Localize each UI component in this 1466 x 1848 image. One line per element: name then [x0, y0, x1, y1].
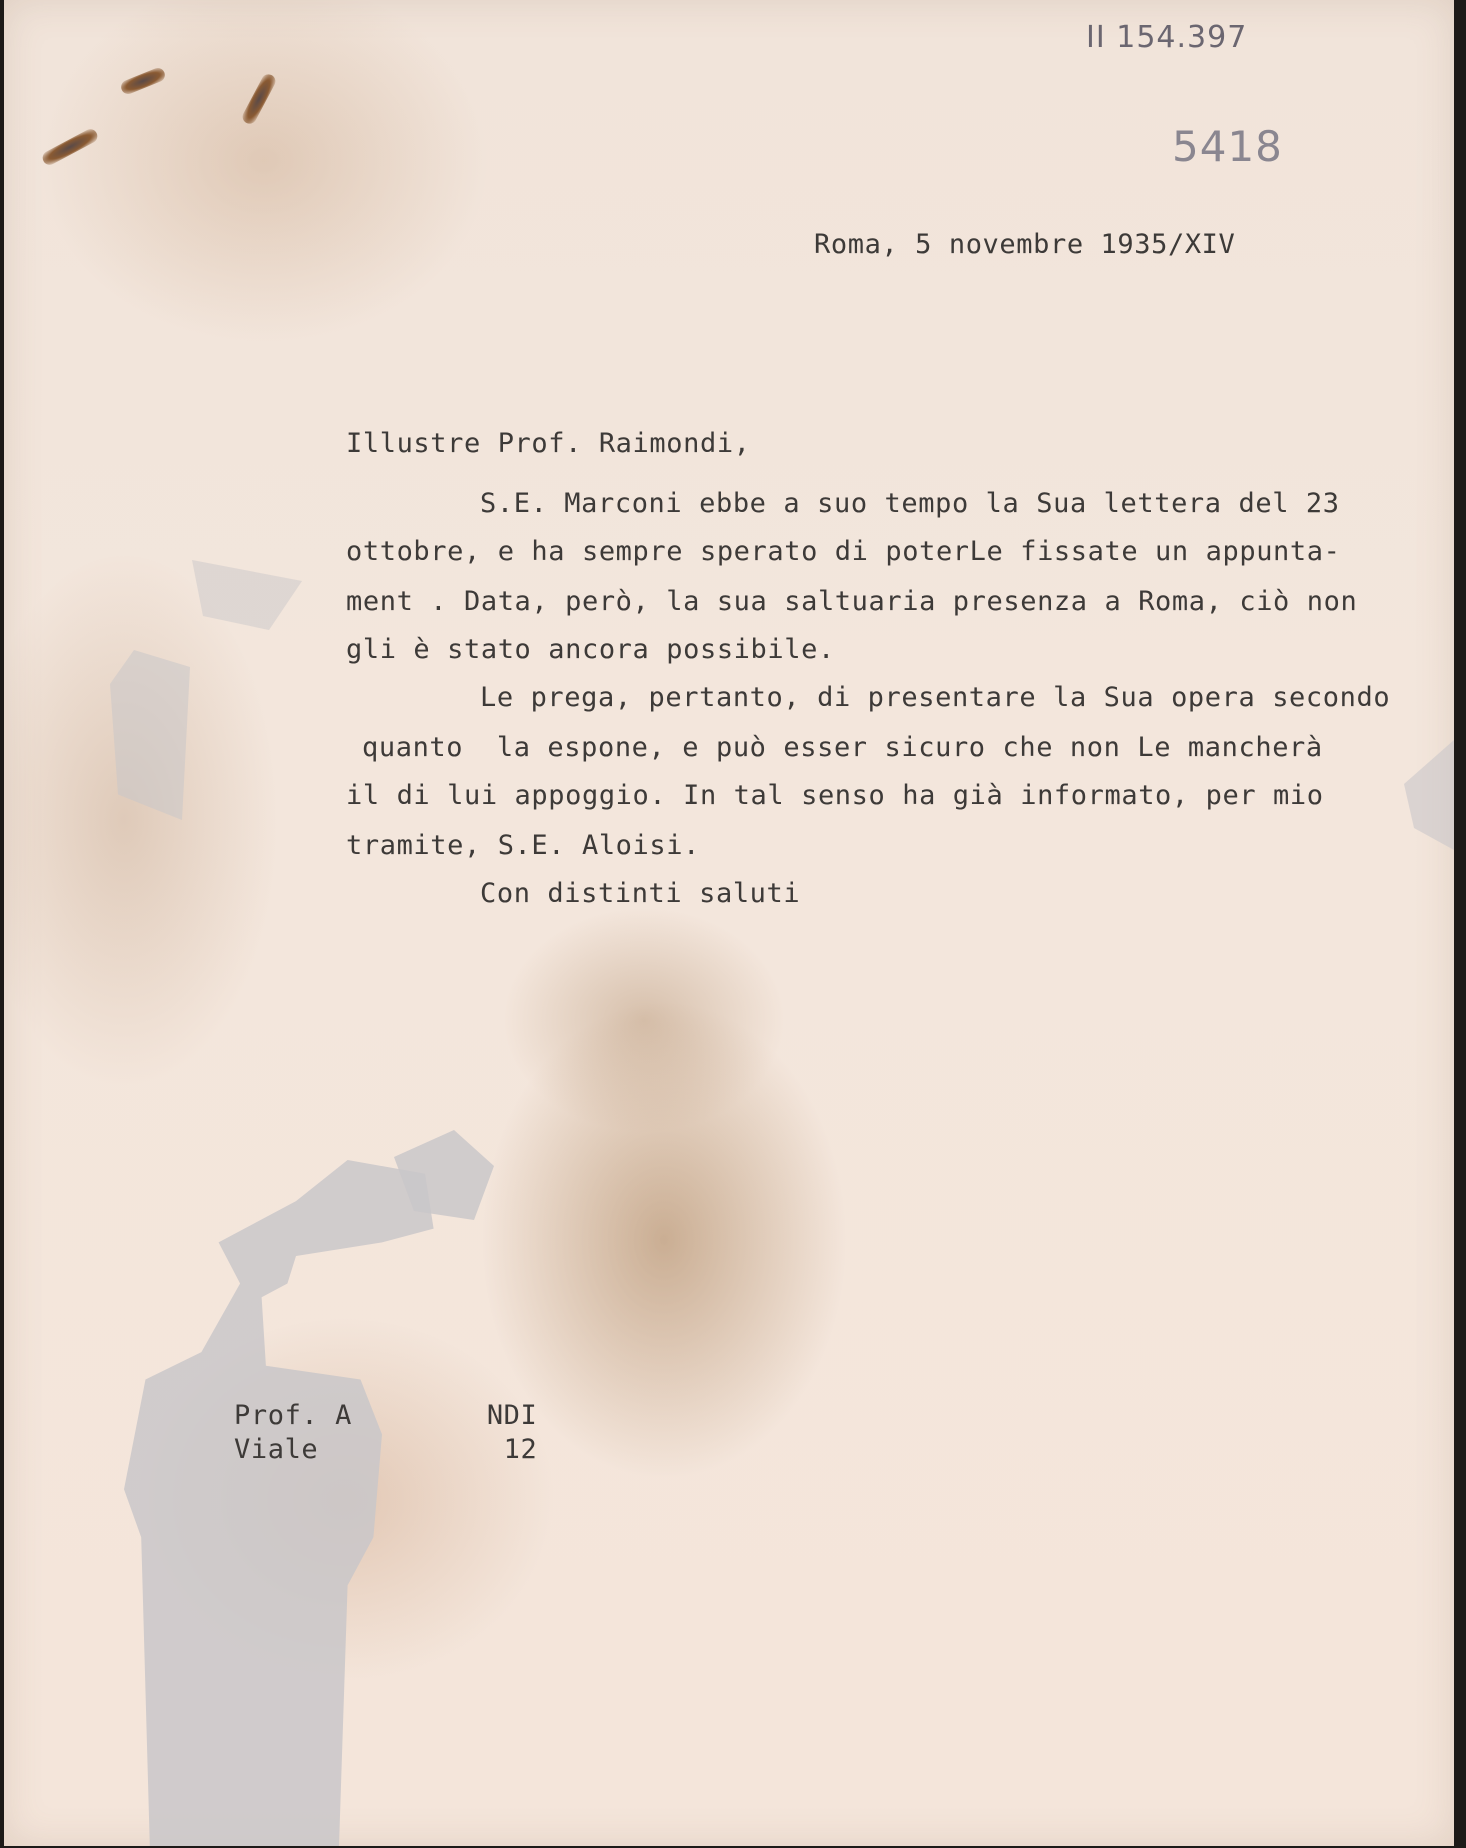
body-line: tramite, S.E. Aloisi.	[346, 830, 700, 861]
paper-tear	[124, 1160, 554, 1846]
recipient-line: Prof. A NDI	[234, 1400, 538, 1431]
body-line: il di lui appoggio. In tal senso ha già informato, per mio	[346, 780, 1324, 811]
recipient-line: Viale 12	[234, 1434, 538, 1465]
body-line: Le prega, pertanto, di presentare la Sua opera secondo	[480, 682, 1391, 713]
rust-stain	[40, 127, 100, 168]
body-line: ottobre, e ha sempre sperato di poterLe fissate un appunta-	[346, 536, 1341, 567]
rust-stain	[119, 66, 167, 96]
paper-tear	[1404, 740, 1454, 850]
paper-tear	[192, 560, 302, 630]
folio-number: 5418	[1172, 122, 1283, 171]
letter-sheet	[4, 0, 1454, 1846]
body-line: S.E. Marconi ebbe a suo tempo la Sua lettera del 23	[480, 488, 1340, 519]
inventory-number: II 154.397	[1086, 20, 1248, 55]
closing: Con distinti saluti	[480, 878, 801, 909]
place-date: Roma, 5 novembre 1935/XIV	[814, 229, 1236, 260]
paper-tear	[110, 650, 190, 820]
body-line: quanto la espone, e può esser sicuro che non Le mancherà	[362, 732, 1323, 763]
body-line: gli è stato ancora possibile.	[346, 634, 835, 665]
salutation: Illustre Prof. Raimondi,	[346, 428, 751, 459]
body-line: ment . Data, però, la sua saltuaria presenza a Roma, ciò non	[346, 586, 1358, 617]
rust-stain	[240, 72, 278, 126]
